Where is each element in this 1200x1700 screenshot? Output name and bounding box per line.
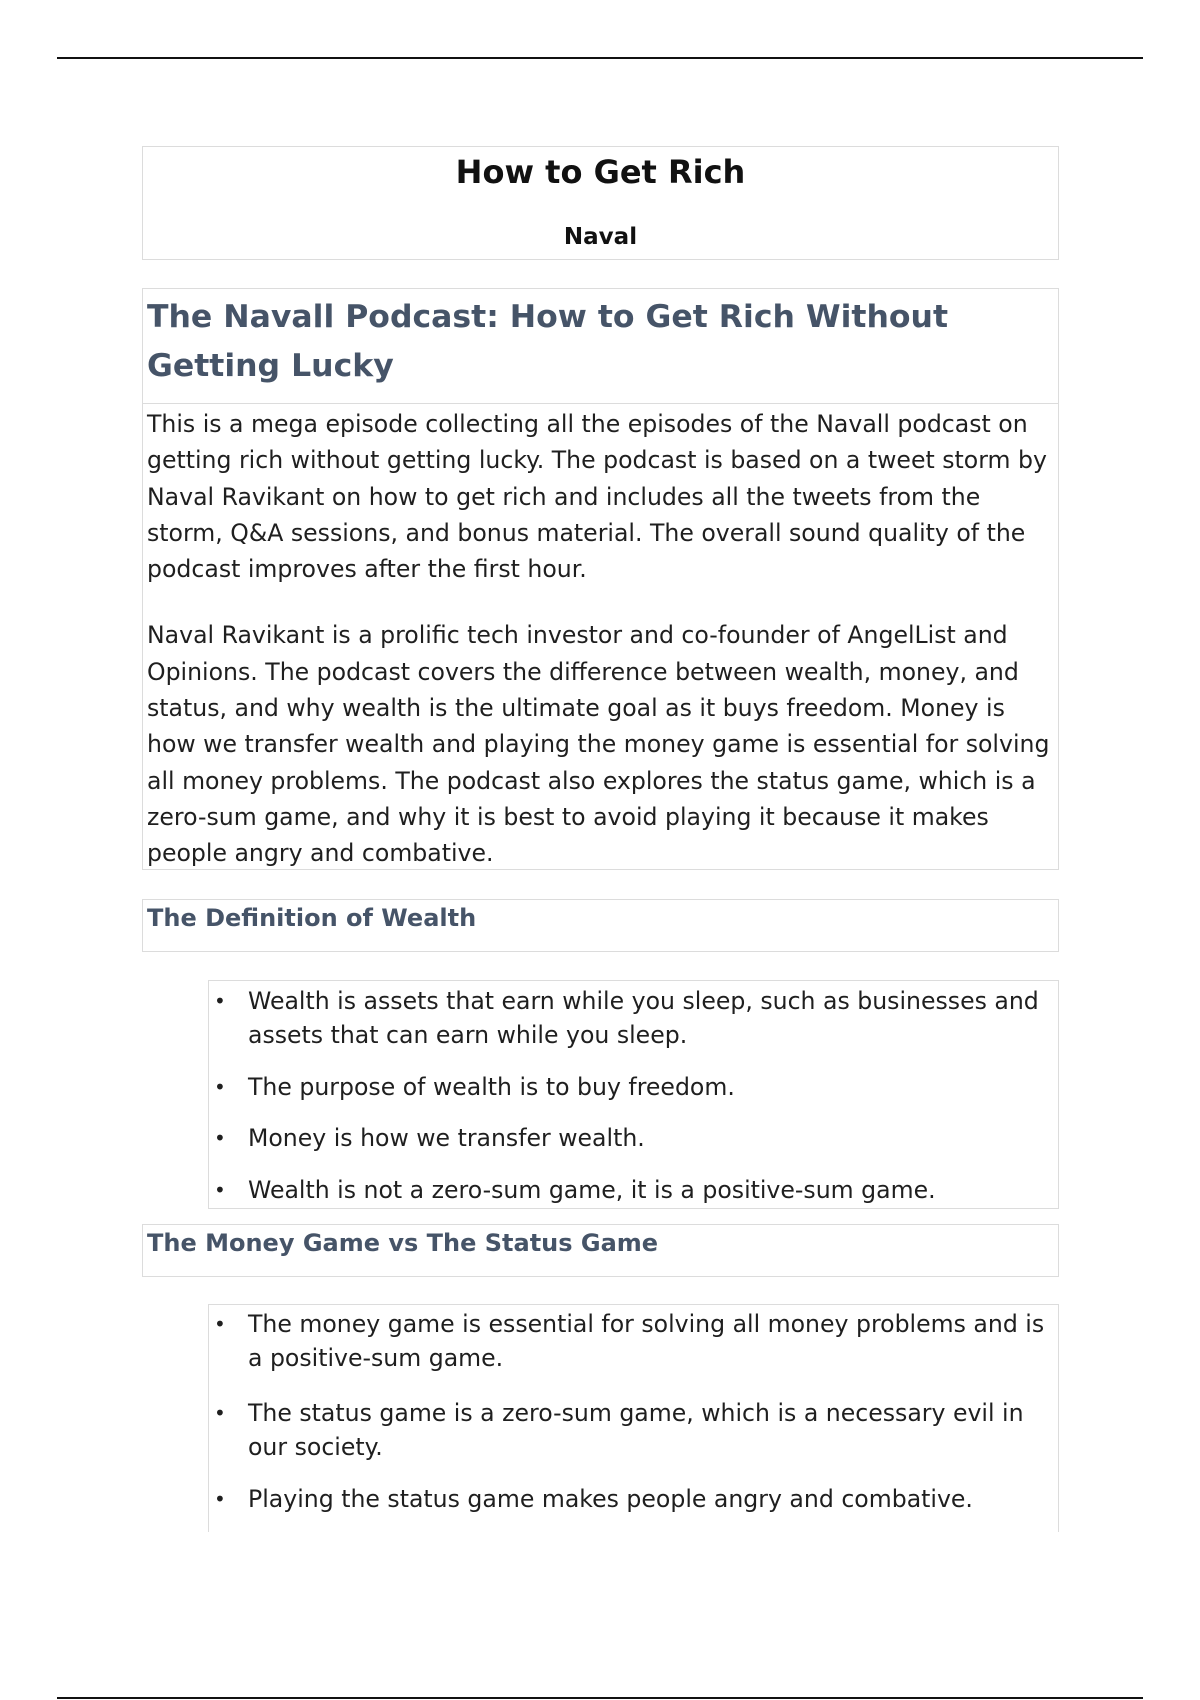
section-heading-block	[142, 1224, 1059, 1277]
bullet-list-wealth	[208, 980, 1059, 1209]
list-item	[209, 1396, 1048, 1464]
bullet-icon: •	[214, 1178, 226, 1202]
top-rule	[57, 57, 1143, 59]
bullet-icon: •	[214, 1126, 226, 1150]
intro-heading: The Navall Podcast: How to Get Rich Without Getting Lucky	[147, 299, 949, 384]
section-heading-money-vs-status: The Money Game vs The Status Game	[147, 1229, 659, 1257]
list-item-text: The status game is a zero-sum game, which is a necessary evil in our society.	[248, 1399, 1024, 1461]
bullet-icon: •	[214, 1401, 226, 1425]
title-block	[142, 146, 1059, 260]
list-item	[209, 984, 1048, 1052]
section-heading-wealth: The Definition of Wealth	[147, 904, 477, 932]
document-author: Naval	[563, 224, 638, 250]
list-item-text: The purpose of wealth is to buy freedom.	[248, 1073, 735, 1101]
intro-paragraph: Naval Ravikant is a prolific tech investor and co-founder of AngelList and Opinions. The podcast covers the difference between wealth, money, and status, and why wealth is the ultimate goal as it buys freedom. Money is how we transfer wealth and playing the money game is essential for solving all money problems. The podcast also explores the status game, which is a zero-sum game, and why it is best to avoid playing it because it makes people angry and combative.	[147, 621, 1050, 868]
list-item	[209, 1307, 1048, 1375]
intro-heading-block	[142, 288, 1059, 404]
bullet-list-money-vs-status	[208, 1304, 1059, 1532]
list-item-text: Money is how we transfer wealth.	[248, 1124, 645, 1152]
bottom-rule	[57, 1697, 1143, 1699]
bullet-icon: •	[214, 1487, 226, 1511]
section-heading-block	[142, 899, 1059, 952]
intro-paragraph: This is a mega episode collecting all the episodes of the Navall podcast on getting rich without getting lucky. The podcast is based on a tweet storm by Naval Ravikant on how to get rich and includes all the tweets from the storm, Q&A sessions, and bonus material. The overall sound quality of the podcast improves after the first hour.	[147, 410, 1047, 584]
bullet-icon: •	[214, 1312, 226, 1336]
list-item-text: The money game is essential for solving all money problems and is a positive-sum game.	[248, 1310, 1045, 1372]
list-item	[209, 1070, 1048, 1104]
list-item	[209, 1173, 1048, 1207]
list-item-text: Wealth is not a zero-sum game, it is a positive-sum game.	[248, 1176, 936, 1204]
list-item	[209, 1482, 1048, 1516]
document-title: How to Get Rich	[455, 153, 746, 191]
bullet-icon: •	[214, 989, 226, 1013]
bullet-icon: •	[214, 1075, 226, 1099]
list-item	[209, 1121, 1048, 1155]
intro-body-block	[142, 403, 1059, 870]
list-item-text: Wealth is assets that earn while you sleep, such as businesses and assets that can earn while you sleep.	[248, 987, 1039, 1049]
list-item-text: Playing the status game makes people angry and combative.	[248, 1485, 973, 1513]
